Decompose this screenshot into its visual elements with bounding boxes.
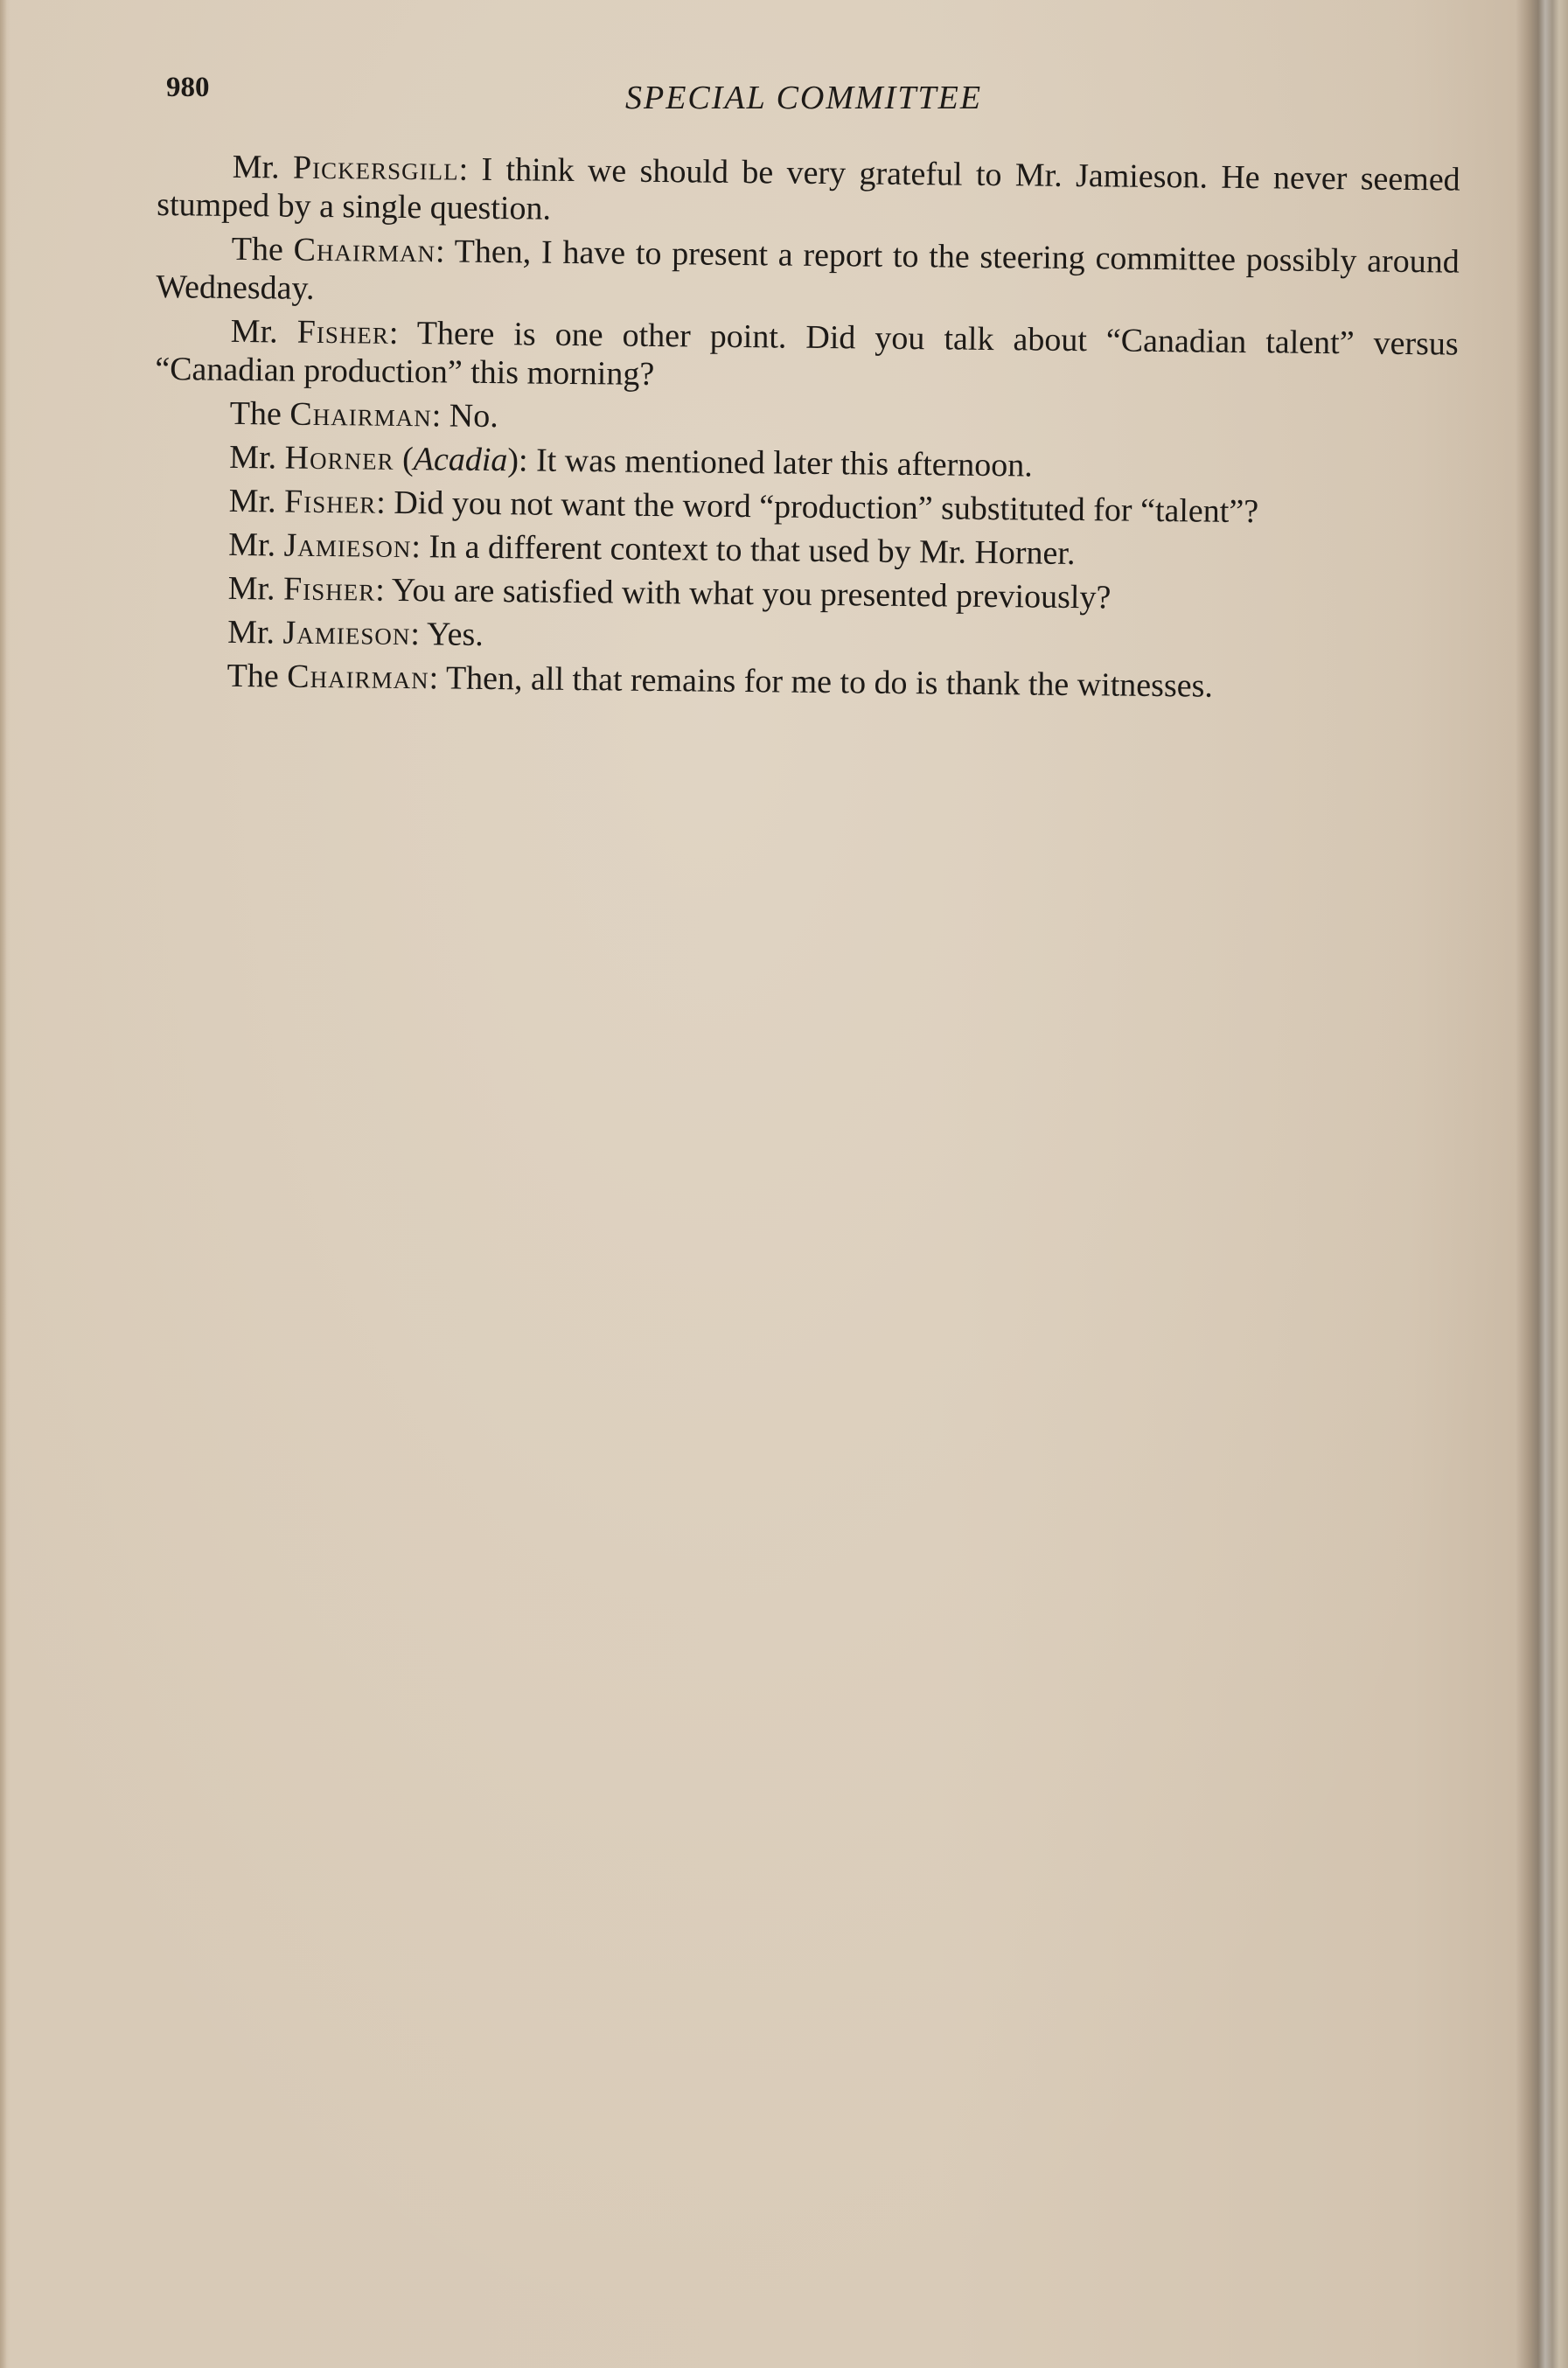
paragraph-text: Yes. bbox=[426, 616, 484, 653]
transcript-paragraph: The Chairman: Then, I have to present a report to the steering committee possibly around Wednesday. bbox=[156, 230, 1460, 307]
paragraph-text: There is one other point. Did you talk about “Canadian talent” versus “Canadian production” this morning? bbox=[155, 315, 1459, 393]
speaker-prefix: Mr. bbox=[232, 148, 280, 186]
speaker-name: Chairman bbox=[293, 231, 436, 270]
paragraph-text: Did you not want the word “production” substituted for “talent”? bbox=[394, 484, 1259, 531]
transcript-paragraph: Mr. Fisher: Did you not want the word “production” substituted for “talent”? bbox=[228, 482, 1259, 531]
speaker-name: Fisher bbox=[296, 313, 390, 352]
paragraph-text: Then, I have to present a report to the steering committee possibly around Wednesday. bbox=[156, 233, 1460, 307]
paragraph-text: I think we should be very grateful to Mr. Jamieson. He never seemed stumped by a single question. bbox=[157, 150, 1460, 227]
speaker-name: Chairman bbox=[289, 395, 432, 435]
speaker-name: Fisher bbox=[283, 483, 377, 521]
speaker-prefix: Mr. bbox=[226, 613, 275, 651]
speaker-name: Jamieson bbox=[283, 526, 412, 566]
speaker-prefix: Mr. bbox=[229, 438, 277, 477]
paragraph-text: No. bbox=[449, 397, 498, 435]
page-left-edge bbox=[0, 0, 7, 2368]
transcript-paragraph: Mr. Jamieson: Yes. bbox=[226, 613, 484, 653]
speaker-prefix: The bbox=[231, 230, 284, 268]
page-number: 980 bbox=[166, 72, 210, 103]
running-head bbox=[166, 72, 1469, 124]
speaker-name: Fisher bbox=[282, 570, 376, 609]
transcript-paragraph: Mr. Horner (Acadia): It was mentioned later this afternoon. bbox=[229, 438, 1034, 484]
transcript-body bbox=[151, 147, 1460, 714]
speaker-name: Horner bbox=[284, 439, 394, 477]
running-head-title: SPECIAL COMMITTEE bbox=[625, 80, 983, 116]
speaker-prefix: The bbox=[229, 394, 282, 433]
speaker-prefix: Mr. bbox=[227, 569, 275, 608]
speaker-prefix: Mr. bbox=[228, 526, 276, 564]
transcript-paragraph: Mr. Jamieson: In a different context to that used by Mr. Horner. bbox=[228, 526, 1076, 573]
speaker-constituency: Acadia bbox=[413, 441, 508, 479]
transcript-paragraph: Mr. Fisher: You are satisfied with what you presented previously? bbox=[227, 569, 1112, 616]
transcript-paragraph: Mr. Fisher: There is one other point. Did you talk about “Canadian talent” versus “Canadian production” this morning? bbox=[155, 312, 1459, 393]
transcript-paragraph: The Chairman: Then, all that remains for me to do is thank the witnesses. bbox=[226, 657, 1214, 705]
paragraph-text: It was mentioned later this afternoon. bbox=[535, 442, 1034, 484]
paragraph-text: Then, all that remains for me to do is thank the witnesses. bbox=[445, 659, 1214, 705]
speaker-name: Jamieson bbox=[282, 614, 411, 653]
transcript-paragraph: The Chairman: No. bbox=[229, 394, 498, 435]
speaker-prefix: Mr. bbox=[228, 482, 276, 520]
speaker-name: Pickersgill bbox=[292, 149, 459, 188]
speaker-prefix: The bbox=[226, 657, 279, 695]
transcript-paragraph: Mr. Pickersgill: I think we should be very grateful to Mr. Jamieson. He never seemed stumped by a single question. bbox=[157, 148, 1460, 227]
speaker-prefix: Mr. bbox=[230, 312, 278, 351]
paragraph-text: In a different context to that used by Mr. Horner. bbox=[429, 528, 1076, 573]
speaker-name: Chairman bbox=[287, 658, 429, 697]
paragraph-text: You are satisfied with what you presented previously? bbox=[391, 571, 1112, 616]
book-spine-shadow bbox=[1516, 0, 1568, 2368]
